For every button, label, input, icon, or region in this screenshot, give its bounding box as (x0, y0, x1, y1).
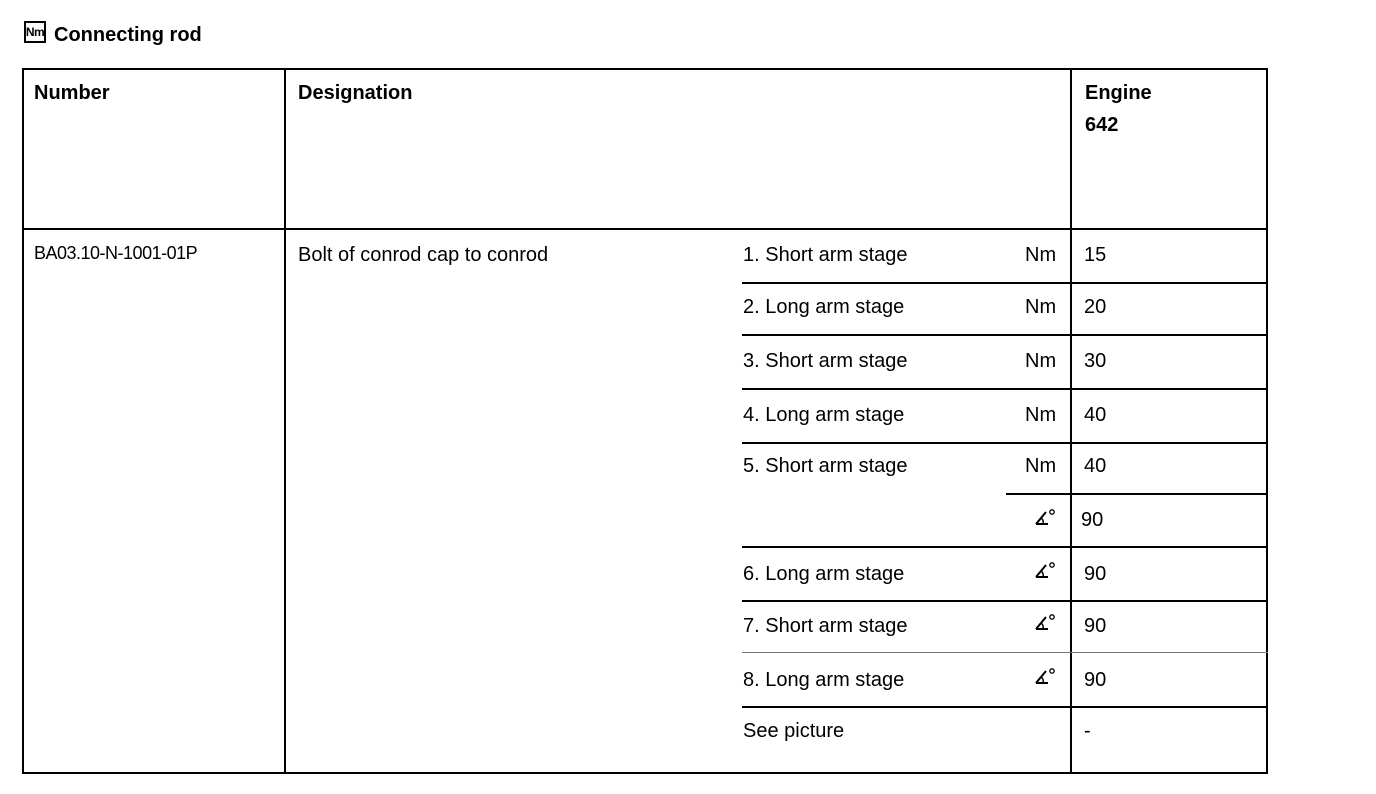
stage-label: 4. Long arm stage (743, 404, 905, 426)
torque-table (22, 68, 1268, 774)
stage-value: 90 (1084, 669, 1107, 691)
row-number: BA03.10-N-1001-01P (34, 243, 198, 263)
page-title: Connecting rod (54, 23, 202, 46)
stage-divider (742, 600, 1268, 602)
stage-label: 8. Long arm stage (743, 669, 905, 691)
stage-divider (1006, 493, 1268, 495)
stage-label: 6. Long arm stage (743, 563, 905, 585)
header-engine-value: 642 (1085, 114, 1119, 136)
stage-divider (742, 334, 1268, 336)
stage-label: 2. Long arm stage (743, 296, 905, 318)
column-divider (1070, 70, 1072, 774)
stage-divider (742, 282, 1268, 284)
stage-label: 3. Short arm stage (743, 350, 908, 372)
row-designation: Bolt of conrod cap to conrod (298, 244, 549, 266)
stage-divider (742, 546, 1268, 548)
stage-value: 90 (1084, 615, 1107, 637)
header-divider (24, 228, 1268, 230)
column-divider (284, 70, 286, 774)
stage-value: 40 (1084, 455, 1107, 477)
header-number: Number (34, 82, 110, 104)
angle-degree-icon (1034, 667, 1056, 693)
stage-divider (742, 706, 1268, 708)
stage-unit: Nm (1025, 404, 1057, 426)
header-designation: Designation (298, 82, 413, 104)
stage-label: 7. Short arm stage (743, 615, 908, 637)
torque-nm-icon: Nm (24, 21, 46, 43)
stage-value: 90 (1084, 563, 1107, 585)
stage-value: - (1084, 720, 1091, 742)
stage-divider (742, 652, 1268, 653)
stage-divider (742, 442, 1268, 444)
stage-unit: Nm (1025, 350, 1057, 372)
angle-degree-icon (1034, 561, 1056, 587)
angle-degree-icon (1034, 508, 1056, 534)
stage-value: 90 (1081, 509, 1104, 531)
stage-label: 5. Short arm stage (743, 455, 908, 477)
stage-label: See picture (743, 720, 845, 742)
stage-divider (742, 388, 1268, 390)
stage-value: 30 (1084, 350, 1107, 372)
stage-value: 15 (1084, 244, 1107, 266)
stage-value: 20 (1084, 296, 1107, 318)
stage-unit: Nm (1025, 455, 1057, 477)
header-engine: Engine (1085, 82, 1152, 104)
title-row (24, 20, 202, 50)
stage-unit: Nm (1025, 296, 1057, 318)
stage-value: 40 (1084, 404, 1107, 426)
stage-label: 1. Short arm stage (743, 244, 908, 266)
stage-unit: Nm (1025, 244, 1057, 266)
angle-degree-icon (1034, 613, 1056, 639)
